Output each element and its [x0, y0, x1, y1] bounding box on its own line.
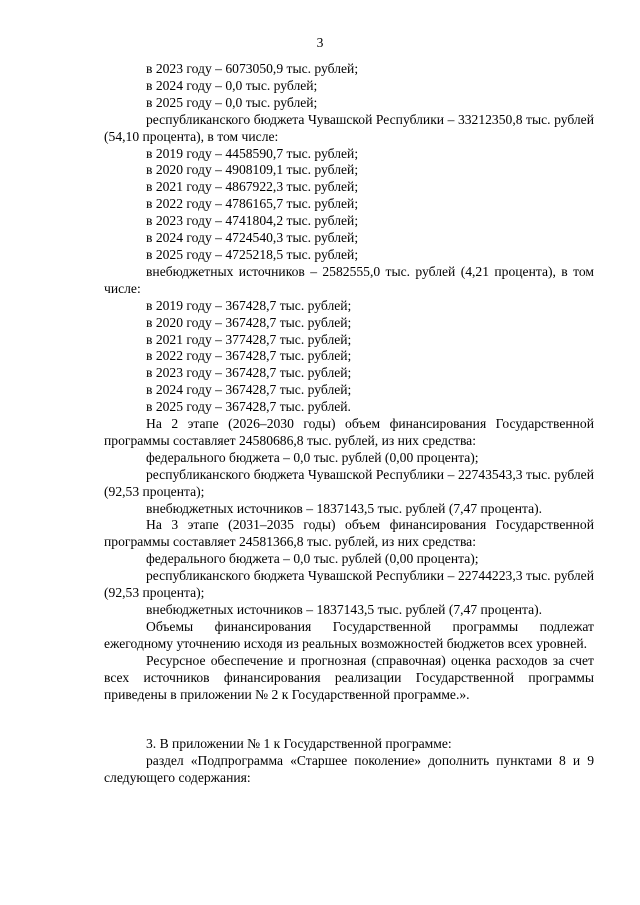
paragraph: в 2025 году – 367428,7 тыс. рублей. — [146, 399, 351, 415]
paragraph: в 2024 году – 4724540,3 тыс. рублей; — [146, 230, 359, 246]
paragraph: в 2022 году – 4786165,7 тыс. рублей; — [146, 196, 359, 212]
paragraph: республиканского бюджета Чувашской Республики – 33212350,8 тыс. рублей (54,10 процента), в том числе: — [104, 111, 594, 144]
paragraph: республиканского бюджета Чувашской Республики – 22744223,3 тыс. рублей (92,53 процента); — [104, 568, 594, 601]
paragraph: федерального бюджета – 0,0 тыс. рублей (0,00 процента); — [146, 551, 479, 567]
paragraph: в 2025 году – 0,0 тыс. рублей; — [146, 94, 318, 110]
paragraph: в 2024 году – 367428,7 тыс. рублей; — [146, 382, 352, 398]
paragraph: в 2019 году – 367428,7 тыс. рублей; — [146, 297, 352, 313]
paragraph: внебюджетных источников – 1837143,5 тыс. рублей (7,47 процента). — [146, 602, 543, 617]
paragraph: 3. В приложении № 1 к Государственной программе: — [146, 736, 452, 752]
paragraph: в 2021 году – 377428,7 тыс. рублей; — [146, 331, 352, 347]
paragraph: внебюджетных источников – 2582555,0 тыс. рублей (4,21 процента), в том числе: — [104, 263, 594, 296]
paragraph: Ресурсное обеспечение и прогнозная (справочная) оценка расходов за счет всех источников финансирования реализации Государственной программы приведены в приложении № 2 к Государственной программе.». — [104, 652, 594, 702]
paragraph: раздел «Подпрограмма «Старшее поколение» дополнить пунктами 8 и 9 следующего содержания: — [104, 753, 594, 786]
document-body — [104, 61, 594, 787]
paragraph: в 2023 году – 4741804,2 тыс. рублей; — [146, 213, 359, 229]
paragraph: Объемы финансирования Государственной программы подлежат ежегодному уточнению исходя из реальных возможностей бюджетов всех уровней. — [104, 618, 594, 651]
page-number: 3 — [316, 35, 324, 50]
paragraph: в 2020 году – 367428,7 тыс. рублей; — [146, 314, 352, 330]
paragraph: в 2023 году – 6073050,9 тыс. рублей; — [146, 61, 359, 76]
paragraph: На 2 этапе (2026–2030 годы) объем финансирования Государственной программы составляет 24580686,8 тыс. рублей, из них средства: — [104, 416, 594, 448]
paragraph: внебюджетных источников – 1837143,5 тыс. рублей (7,47 процента). — [146, 500, 543, 516]
paragraph: в 2020 году – 4908109,1 тыс. рублей; — [146, 162, 359, 178]
paragraph: в 2025 году – 4725218,5 тыс. рублей; — [146, 246, 359, 262]
paragraph: в 2024 году – 0,0 тыс. рублей; — [146, 77, 318, 93]
paragraph: республиканского бюджета Чувашской Республики – 22743543,3 тыс. рублей (92,53 процента); — [104, 466, 594, 499]
paragraph: в 2019 году – 4458590,7 тыс. рублей; — [146, 145, 359, 161]
paragraph: в 2023 году – 367428,7 тыс. рублей; — [146, 365, 352, 381]
paragraph: в 2022 году – 367428,7 тыс. рублей; — [146, 348, 352, 364]
section-spacer — [104, 703, 594, 736]
paragraph: федерального бюджета – 0,0 тыс. рублей (0,00 процента); — [146, 449, 479, 465]
paragraph: в 2021 году – 4867922,3 тыс. рублей; — [146, 179, 359, 195]
paragraph: На 3 этапе (2031–2035 годы) объем финансирования Государственной программы составляет 24581366,8 тыс. рублей, из них средства: — [104, 517, 594, 550]
